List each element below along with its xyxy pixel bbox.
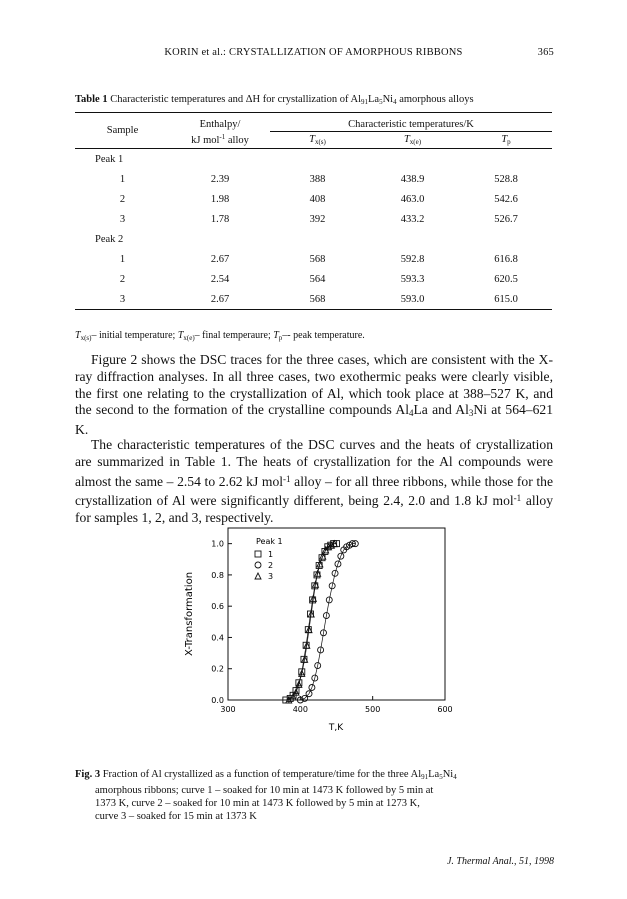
cell-txe: 433.2 [400,213,425,225]
figure-caption [75,768,555,823]
peak2-label: Peak 2 [95,233,124,245]
cell-sample: 1 [119,173,126,185]
cell-sample: 2 [119,273,126,285]
cell-txs: 388 [309,173,326,185]
cell-enthalpy: 1.98 [210,193,230,205]
cell-txs: 408 [309,193,326,205]
caption-sub: 4 [393,98,397,106]
symbol-sub: x(s) [80,334,92,342]
table-group-row [75,229,552,249]
enthalpy-unit-rest: alloy [225,135,249,147]
series-square [283,541,340,703]
x-tick-label: 500 [365,705,381,714]
figure-caption-line: curve 3 – soaked for 15 min at 1373 K [95,811,257,822]
cell-sample: 2 [119,193,126,205]
footnote-text: –- peak temperature. [282,330,365,341]
table-group-row [75,149,552,170]
legend-marker [255,562,261,568]
table-footnote [75,330,555,342]
paragraph-sup: -1 [513,493,522,504]
symbol: T [403,134,410,145]
data-table [75,112,552,310]
cell-enthalpy: 2.54 [210,273,230,285]
x-axis-label: T,K [328,723,344,733]
y-tick-label: 0.4 [211,633,224,643]
cell-txe: 463.0 [400,193,425,205]
cell-sample: 3 [119,213,126,225]
cell-txs: 392 [309,213,326,225]
cell-enthalpy: 2.67 [210,253,230,265]
paragraph-sup: -1 [283,473,291,484]
y-tick-label: 0.6 [211,602,224,612]
table-row [75,249,552,269]
cell-enthalpy: 2.39 [210,173,230,185]
cell-enthalpy: 1.78 [210,213,230,225]
table-row [75,289,552,310]
running-title: KORIN et al.: CRYSTALLIZATION OF AMORPHOUS RIBBONS [164,47,463,58]
y-tick-label: 0.0 [211,696,224,705]
x-tick-label: 300 [220,705,236,714]
y-axis-label: X-Transformation [184,571,195,657]
y-tick-label: 0.8 [211,570,224,580]
body-paragraph-2 [75,437,553,527]
figure-caption-text: Fraction of Al crystallized as a function of temperature/time for the three Al [102,769,422,780]
legend-label: 2 [268,561,274,570]
y-tick-label: 1.0 [211,539,224,549]
cell-txs: 568 [309,253,326,265]
symbol-sub: x(s) [314,138,326,146]
header-txe [365,132,460,149]
series-line [286,544,337,700]
header-enthalpy-1: Enthalpy/ [199,118,241,130]
page-number: 365 [537,47,554,58]
figure-label: Fig. 3 [75,769,101,780]
table-caption [75,93,555,109]
cell-txe: 593.0 [400,293,425,305]
cell-txe: 438.9 [400,173,425,185]
x-tick-label: 400 [292,705,308,714]
cell-txe: 593.3 [400,273,425,285]
legend-marker [255,573,261,579]
header-enthalpy-2 [170,132,270,149]
symbol-sub: x(e) [409,138,422,146]
cell-tp: 620.5 [494,273,518,285]
peak1-label: Peak 1 [95,153,124,165]
caption-sub: 4 [453,773,457,781]
enthalpy-unit: kJ mol [191,135,220,147]
figure-caption-line: 1373 K, curve 2 – soaked for 10 min at 1473 K followed by 5 min at 1273 K, [95,798,420,809]
legend-title: Peak 1 [256,537,283,546]
symbol-sub: p [278,334,283,342]
series-line [300,544,355,700]
symbol: T [309,134,315,145]
cell-txe: 592.8 [400,253,425,265]
cell-txs: 568 [309,293,326,305]
header-tp [460,132,552,149]
legend-marker [255,551,261,557]
figure-caption-text: Ni [442,769,454,780]
enthalpy-unit-sup: -1 [219,133,226,142]
transformation-chart [180,524,460,744]
caption-text: La [368,94,380,105]
symbol: T [177,330,184,341]
symbol: T [273,330,279,341]
header-sample: Sample [75,113,170,149]
table-row [75,269,552,289]
paragraph-text: La and Al [413,402,469,418]
running-header [0,47,627,63]
table-caption-text: Characteristic temperatures and ΔH for crystallization of Al [110,94,362,105]
paragraph-text: alloy for samples 1, 2, and 3, respectively. [75,493,553,526]
paragraph-text: The characteristic temperatures of the DSC curves and the heats of crystallization are summarized in Table 1. The heats of crystallization for the Al compounds were almost the same – 2.54 to 2.62 kJ mol [75,437,553,489]
symbol-sub: x(e) [183,334,195,342]
legend-label: 3 [268,572,274,581]
body-paragraph-1 [75,352,553,439]
series-line [289,544,335,700]
table-label: Table 1 [75,94,108,105]
y-tick-label: 0.2 [211,664,224,674]
cell-txs: 564 [309,273,326,285]
paragraph-sub: 3 [468,408,474,419]
header-temperatures: Characteristic temperatures/K [270,113,552,132]
caption-text: Ni [382,94,394,105]
footnote-text: – final temperaure; [194,330,274,341]
paragraph-text: alloy – for all three ribbons, while those for the crystallization of Al were significantly different, being 2.4, 2.0 and 1.8 kJ mol [75,473,553,509]
plot-frame [228,528,445,700]
cell-tp: 526.7 [494,213,518,225]
caption-sub: 91 [361,98,369,106]
cell-tp: 528.8 [494,173,518,185]
symbol-sub: p [507,138,511,146]
symbol: T [501,134,508,145]
caption-sub: 5 [379,98,383,106]
cell-sample: 3 [119,293,126,305]
journal-footer: J. Thermal Anal., 51, 1998 [446,856,554,867]
header-txs [270,132,365,149]
cell-sample: 1 [119,253,126,265]
cell-tp: 542.6 [494,193,518,205]
footnote-text: – initial temperature; [91,330,178,341]
table-header-row [75,113,552,132]
cell-tp: 616.8 [494,253,518,265]
paragraph-text: Ni at 564–621 K. [75,402,553,438]
table-row [75,209,552,229]
table-row [75,189,552,209]
figure-caption-text: La [428,769,440,780]
caption-sub: 5 [439,773,443,781]
paragraph-sub: 4 [408,408,414,419]
cell-tp: 615.0 [494,293,518,305]
legend-label: 1 [268,550,274,559]
paragraph-text: Figure 2 shows the DSC traces for the three cases, which are consistent with the X-ray diffraction analyses. In all three cases, two exothermic peaks were clearly visible, the first one relating to the crystallization of Al, which took place at 388–527 K, and the second to the formation of the crystalline compounds Al [75,352,553,418]
symbol: T [75,330,81,341]
caption-text: amorphous alloys [396,94,474,105]
cell-enthalpy: 2.67 [210,293,230,305]
figure-caption-line: amorphous ribbons; curve 1 – soaked for 10 min at 1473 K followed by 5 min at [95,785,434,796]
x-tick-label: 600 [437,705,453,714]
table-row [75,169,552,189]
series-circle [297,541,358,703]
caption-sub: 91 [421,773,429,781]
